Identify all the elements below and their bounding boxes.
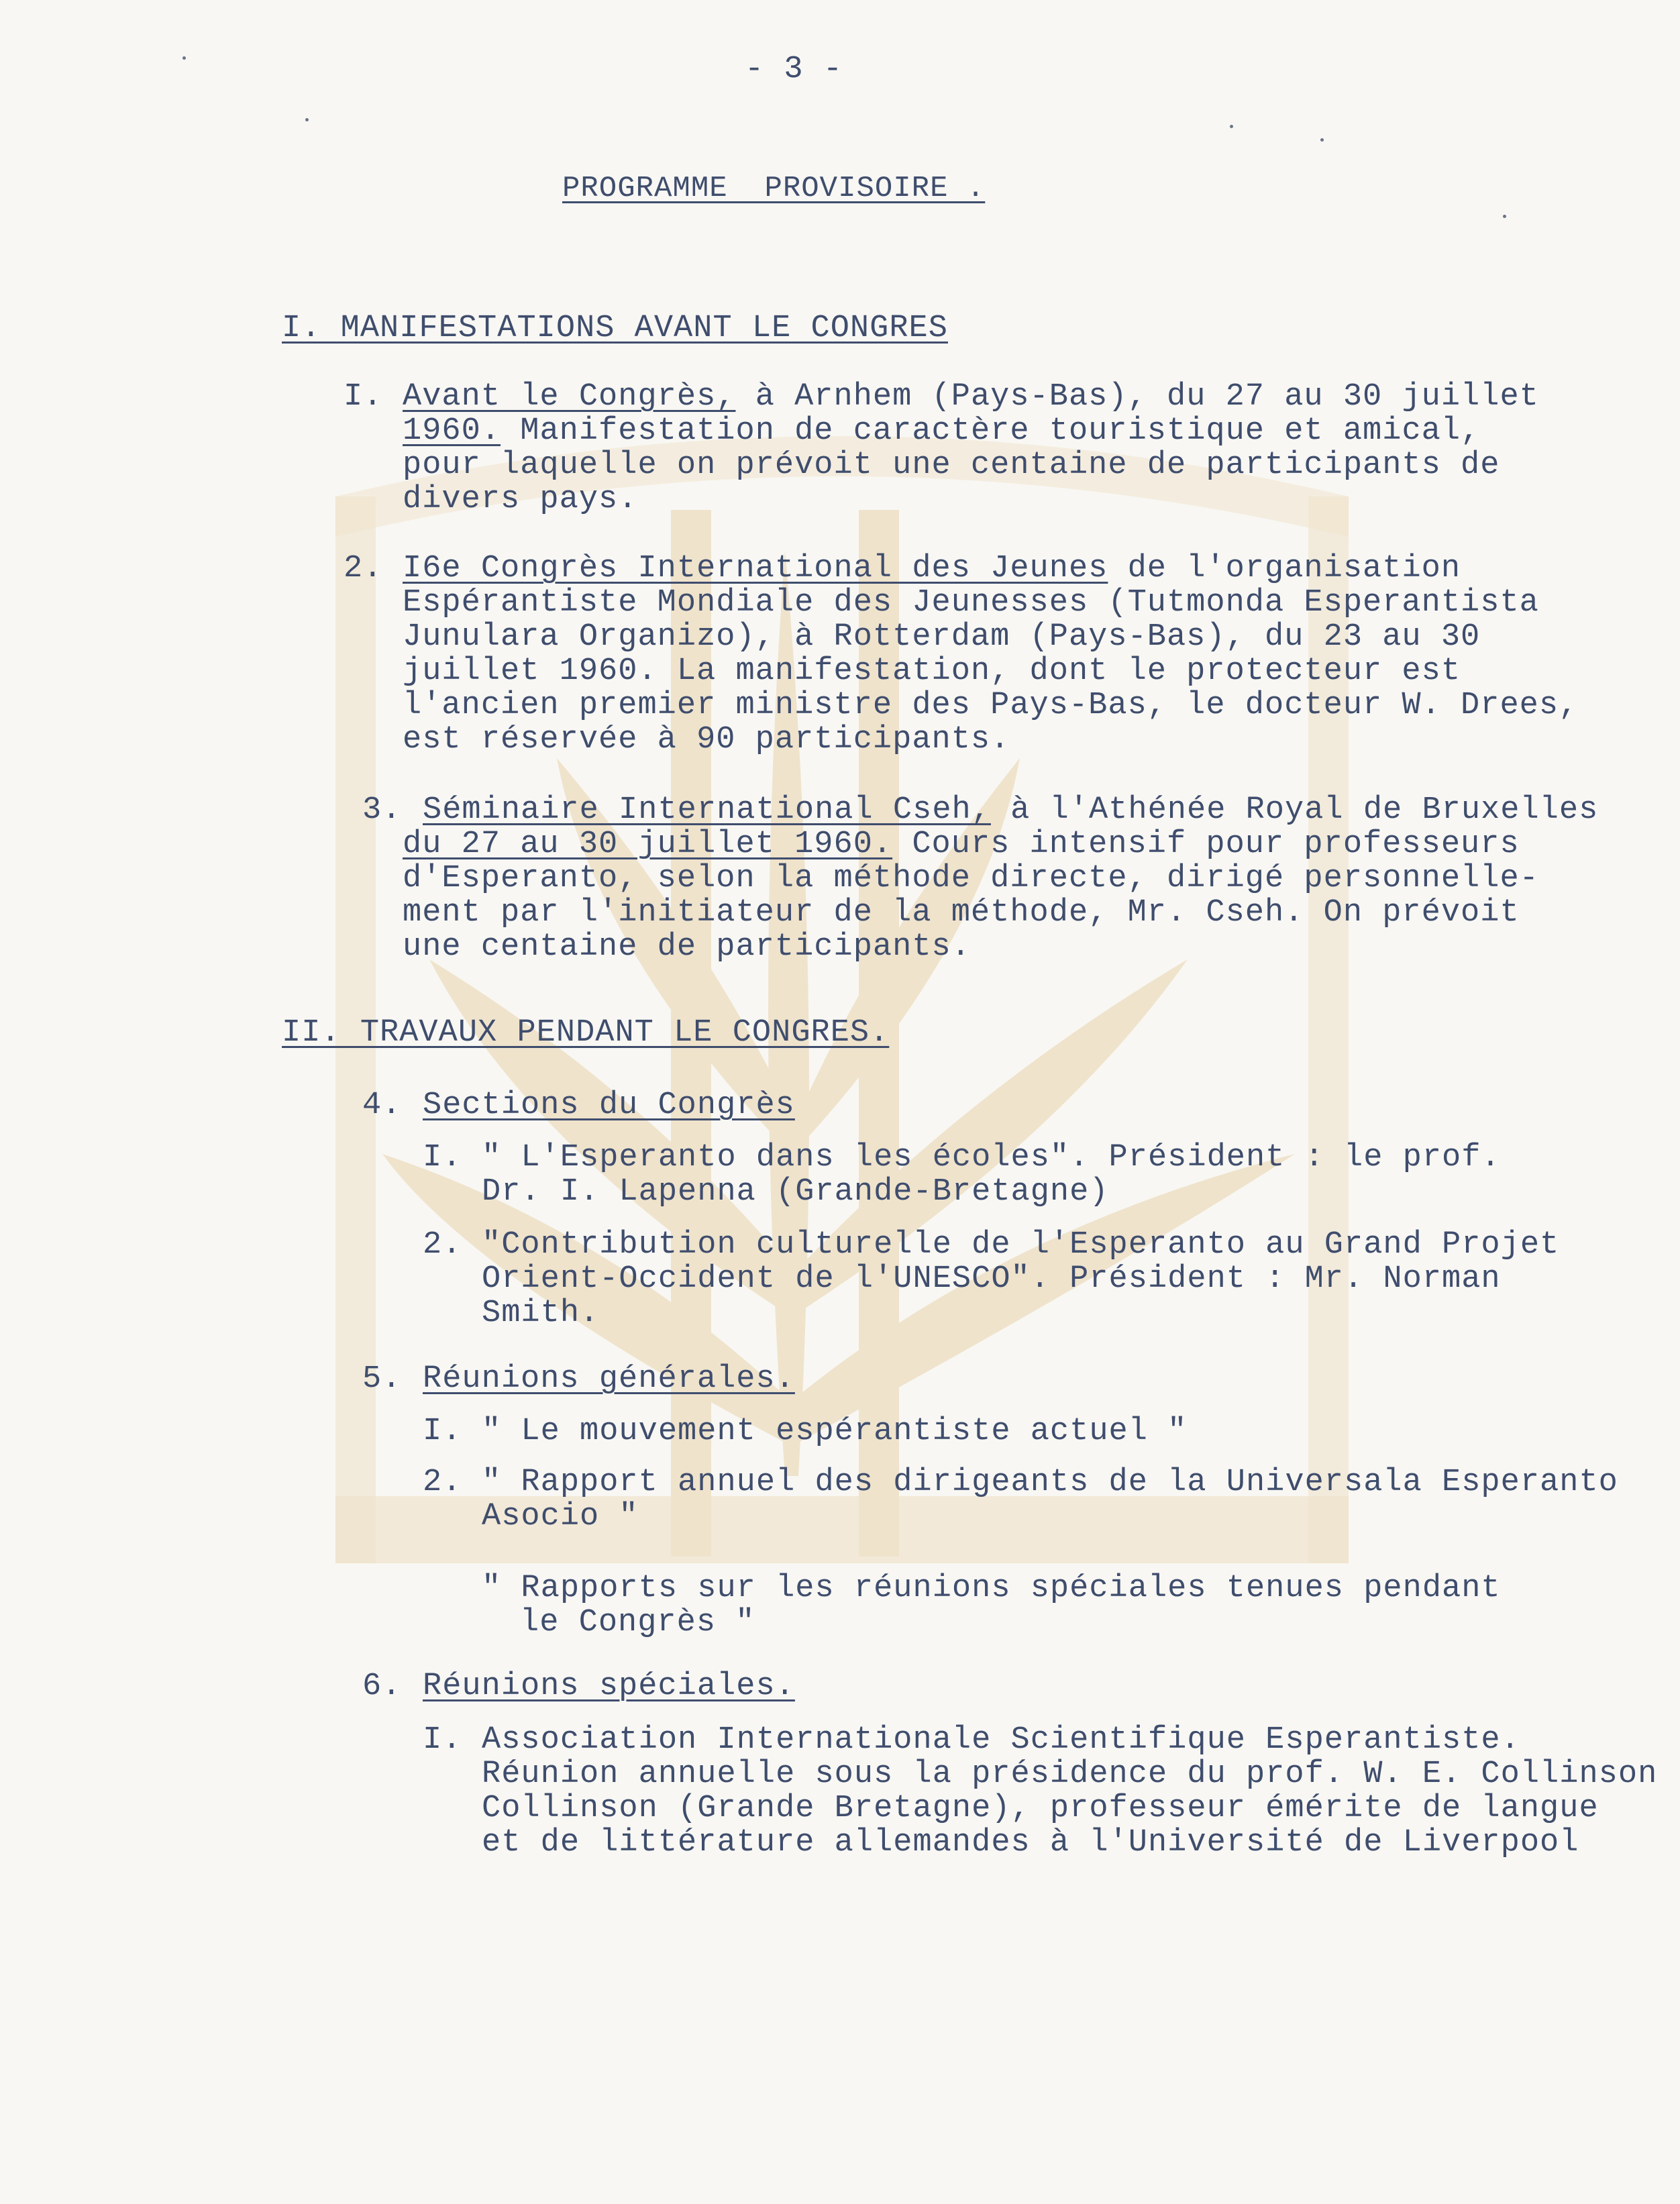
item-1-line-2: 1960. Manifestation de caractère touristique et amical, xyxy=(403,413,1481,449)
item-4-sub-2-line-1: "Contribution culturelle de l'Esperanto au Grand Projet xyxy=(482,1227,1560,1263)
item-1-line-1: Avant le Congrès, à Arnhem (Pays-Bas), du 27 au 30 juillet xyxy=(403,379,1539,415)
item-4-sub-1-line-1: " L'Esperanto dans les écoles". Président : le prof. xyxy=(482,1140,1501,1175)
item-4-sub-2-line-3: Smith. xyxy=(482,1296,600,1331)
section-heading-2: II. TRAVAUX PENDANT LE CONGRES. xyxy=(282,1015,890,1051)
item-1-line-4: divers pays. xyxy=(403,482,638,517)
item-3-line-5: une centaine de participants. xyxy=(403,929,971,965)
item-6-sub-1-number: I. xyxy=(423,1722,462,1758)
item-5-sub-3-line-1: " Rapports sur les réunions spéciales tenues pendant xyxy=(482,1571,1501,1606)
item-6-number: 6. xyxy=(362,1669,402,1704)
item-2-title: I6e Congrès International des Jeunes xyxy=(403,551,1108,586)
page-number: - 3 - xyxy=(745,52,843,87)
item-5-number: 5. xyxy=(362,1361,402,1397)
item-3-line-3: d'Esperanto, selon la méthode directe, dirigé personnelle- xyxy=(403,861,1539,896)
item-4-sub-2-number: 2. xyxy=(423,1227,462,1263)
item-5-title: Réunions générales. xyxy=(423,1361,795,1397)
item-5-sub-2-line-2: Asocio " xyxy=(482,1499,639,1534)
item-5-sub-1-line-1: " Le mouvement espérantiste actuel " xyxy=(482,1414,1188,1449)
item-6-title: Réunions spéciales. xyxy=(423,1669,795,1704)
paper-speck xyxy=(1320,138,1324,142)
item-4-sub-1-line-2: Dr. I. Lapenna (Grande-Bretagne) xyxy=(482,1174,1109,1210)
paper-speck xyxy=(305,118,309,121)
paper-speck xyxy=(182,56,186,60)
item-3-number: 3. xyxy=(362,792,402,828)
item-6-sub-1-line-2: Réunion annuelle sous la présidence du prof. W. E. Collinson xyxy=(482,1756,1658,1792)
item-3-line-1: Séminaire International Cseh, à l'Athénée Royal de Bruxelles xyxy=(423,792,1599,828)
item-1-line-3: pour laquelle on prévoit une centaine de participants de xyxy=(403,448,1500,483)
item-2-line-1: I6e Congrès International des Jeunes de l'organisation xyxy=(403,551,1461,586)
item-4-number: 4. xyxy=(362,1088,402,1123)
item-2-line-2: Espérantiste Mondiale des Jeunesses (Tutmonda Esperantista xyxy=(403,585,1539,621)
paper-speck xyxy=(1230,125,1233,128)
item-2-line-3: Junulara Organizo), à Rotterdam (Pays-Bas), du 23 au 30 xyxy=(403,619,1481,655)
item-6-sub-1-line-4: et de littérature allemandes à l'Université de Liverpool xyxy=(482,1825,1579,1860)
item-4-sub-1-number: I. xyxy=(423,1140,462,1175)
item-5-sub-2-number: 2. xyxy=(423,1465,462,1500)
item-6-sub-1-line-1: Association Internationale Scientifique Esperantiste. xyxy=(482,1722,1520,1758)
item-4-title: Sections du Congrès xyxy=(423,1088,795,1123)
item-2-line-6: est réservée à 90 participants. xyxy=(403,722,1010,757)
item-5-sub-2-line-1: " Rapport annuel des dirigeants de la Universala Esperanto xyxy=(482,1465,1618,1500)
item-2-line-4: juillet 1960. La manifestation, dont le protecteur est xyxy=(403,653,1461,689)
item-5-sub-1-number: I. xyxy=(423,1414,462,1449)
item-1-title: Avant le Congrès, xyxy=(403,379,736,415)
item-4-sub-2-line-2: Orient-Occident de l'UNESCO". Président : Mr. Norman xyxy=(482,1261,1501,1297)
section-heading-1: I. MANIFESTATIONS AVANT LE CONGRES xyxy=(282,311,948,346)
page-title: PROGRAMME PROVISOIRE . xyxy=(562,172,986,205)
paper-speck xyxy=(1503,215,1506,218)
item-5-sub-3-line-2: le Congrès " xyxy=(520,1605,755,1640)
item-3-line-2: du 27 au 30 juillet 1960. Cours intensif pour professeurs xyxy=(403,827,1520,862)
item-6-sub-1-line-3: Collinson (Grande Bretagne), professeur émérite de langue xyxy=(482,1791,1599,1826)
item-3-title: Séminaire International Cseh, xyxy=(423,792,991,828)
item-1-number: I. xyxy=(344,379,383,415)
item-2-line-5: l'ancien premier ministre des Pays-Bas, le docteur W. Drees, xyxy=(403,688,1579,723)
item-3-line-4: ment par l'initiateur de la méthode, Mr. Cseh. On prévoit xyxy=(403,895,1520,931)
item-2-number: 2. xyxy=(344,551,383,586)
